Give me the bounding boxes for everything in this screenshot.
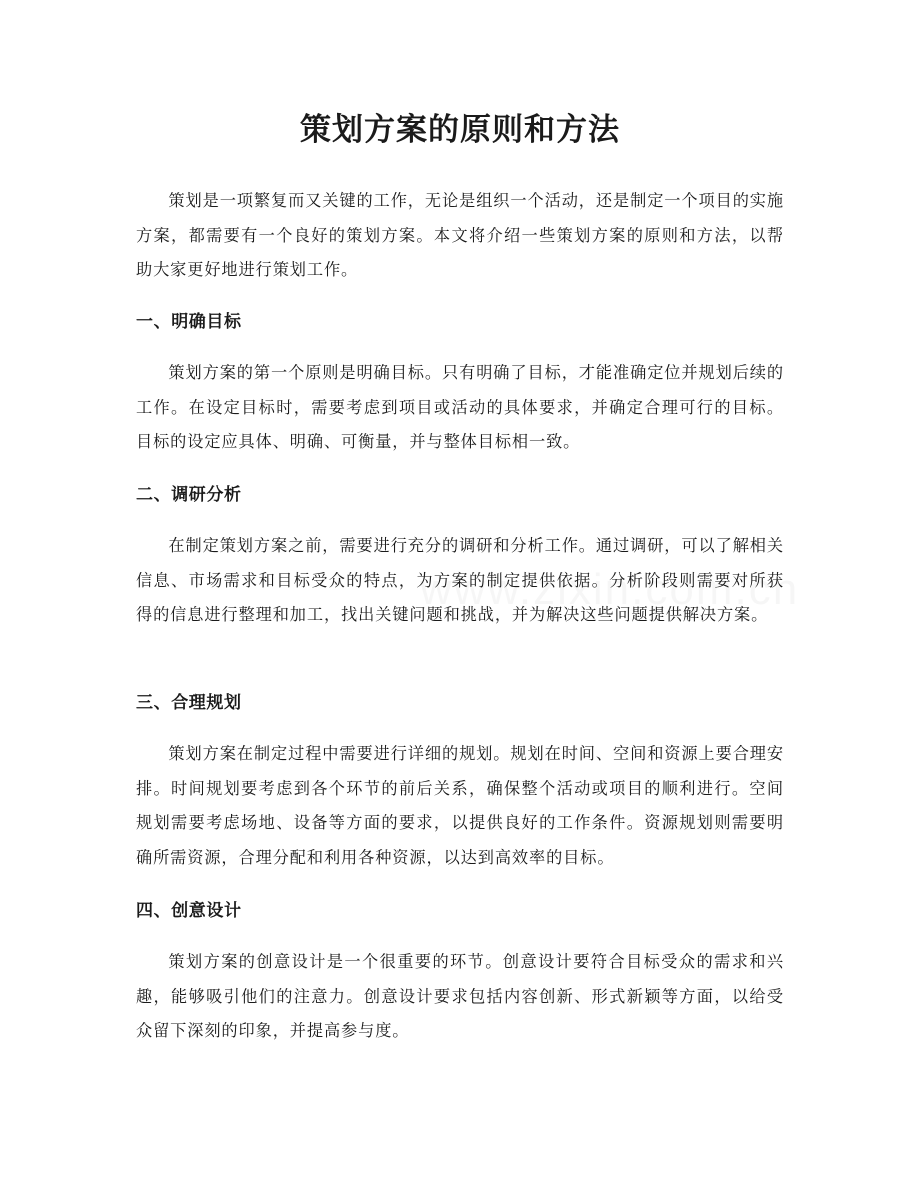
section-heading-goals: 一、明确目标 [136, 312, 242, 332]
section-body-planning: 策划方案在制定过程中需要进行详细的规划。规划在时间、空间和资源上要合理安排。时间规划要考虑到各个环节的前后关系，确保整个活动或项目的顺利进行。空间规划需要考虑场地、设备等方面的要求，以提供良好的工作条件。资源规划则需要明确所需资源，合理分配和利用各种资源，以达到高效率的目标。 [136, 744, 784, 867]
section-body-goals: 策划方案的第一个原则是明确目标。只有明确了目标，才能准确定位并规划后续的工作。在设定目标时，需要考虑到项目或活动的具体要求，并确定合理可行的目标。目标的设定应具体、明确、可衡量，并与整体目标相一致。 [136, 363, 784, 451]
document-title: 策划方案的原则和方法 [300, 112, 620, 148]
section-heading-creative: 四、创意设计 [136, 901, 242, 921]
section-heading-planning: 三、合理规划 [136, 693, 242, 713]
section-body-research: 在制定策划方案之前，需要进行充分的调研和分析工作。通过调研，可以了解相关信息、市场需求和目标受众的特点，为方案的制定提供依据。分析阶段则需要对所获得的信息进行整理和加工，找出关键问题和挑战，并为解决这些问题提供解决方案。 [136, 536, 784, 624]
intro-paragraph: 策划是一项繁复而又关键的工作，无论是组织一个活动，还是制定一个项目的实施方案，都需要有一个良好的策划方案。本文将介绍一些策划方案的原则和方法，以帮助大家更好地进行策划工作。 [136, 191, 784, 279]
section-heading-research: 二、调研分析 [136, 485, 242, 505]
section-body-creative: 策划方案的创意设计是一个很重要的环节。创意设计要符合目标受众的需求和兴趣，能够吸引他们的注意力。创意设计要求包括内容创新、形式新颖等方面，以给受众留下深刻的印象，并提高参与度。 [136, 952, 784, 1040]
